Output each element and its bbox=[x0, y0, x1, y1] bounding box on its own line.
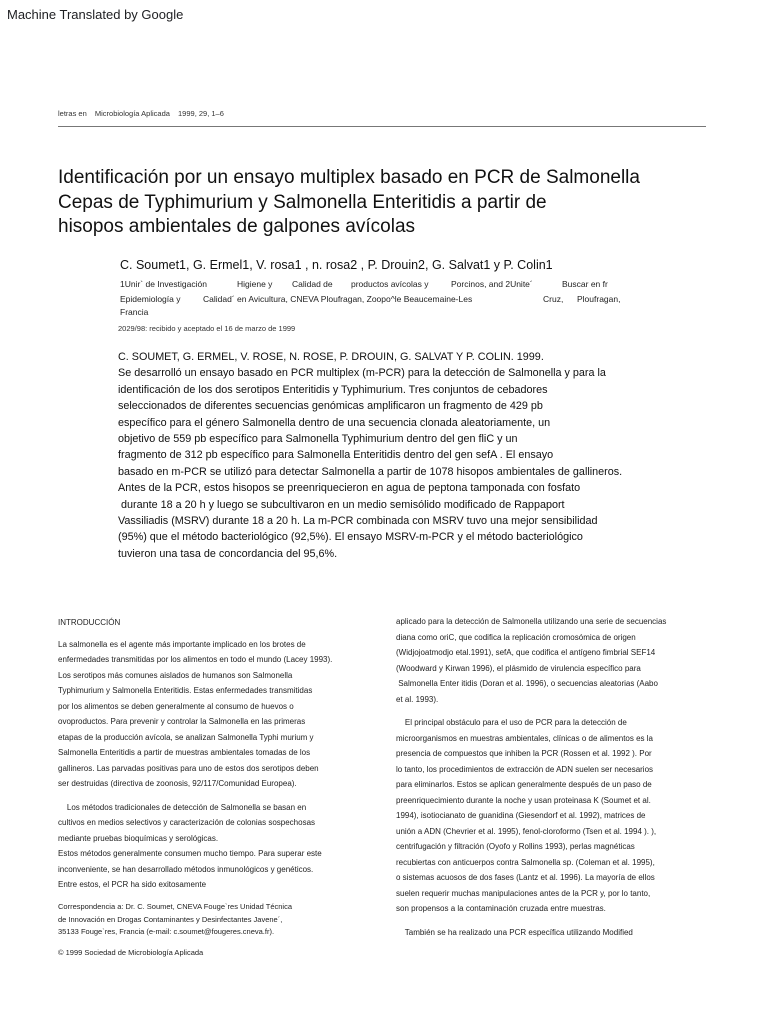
text-line: enfermedades transmitidas por los alimentos en todo el mundo (Lacey 1993). bbox=[58, 655, 333, 664]
text-line: por los alimentos se deben generalmente al consumo de huevos o bbox=[58, 701, 294, 711]
abstract bbox=[118, 349, 658, 562]
abstract-line: Se desarrolló un ensayo basado en PCR multiplex (m-PCR) para la detección de Salmonella y para la bbox=[118, 367, 606, 380]
abstract-line: Antes de la PCR, estos hisopos se preenriquecieron en agua de peptona tamponada con fosfato bbox=[118, 482, 581, 495]
text-line: microorganismos en muestras ambientales, clínicas o de alimentos es la bbox=[396, 733, 654, 743]
affiliation-fragment: Porcinos, and 2Unite´ bbox=[451, 279, 533, 289]
abstract-line: fragmento de 312 pb específico para Salmonella Enteritidis dentro del gen sefA . El ensayo bbox=[118, 449, 554, 462]
abstract-line: (95%) que el método bacteriológico (92,5%). El ensayo MSRV-m-PCR y el método bacteriológico bbox=[118, 531, 583, 544]
text-line: suelen requerir muchas manipulaciones antes de la PCR y, por lo tanto, bbox=[396, 888, 651, 898]
affiliation-fragment: Ploufragan, bbox=[577, 294, 621, 304]
journal-prefix: letras en bbox=[58, 109, 87, 118]
text-line: Typhimurium y Salmonella Enteritidis. Estas enfermedades transmitidas bbox=[58, 686, 313, 695]
abstract-line: seleccionados de diferentes secuencias genómicas amplificaron un fragmento de 429 pb bbox=[118, 400, 543, 413]
correspondence-line: de Innovación en Drogas Contaminantes y Desinfectantes Javene´, bbox=[58, 914, 283, 924]
text-line: La salmonella es el agente más importante implicado en los brotes de bbox=[58, 639, 306, 649]
abstract-line: identificación de los dos serotipos Enteritidis y Typhimurium. Tres conjuntos de cebadores bbox=[118, 383, 548, 396]
text-line: Salmonella Enter itidis (Doran et al. 1996), o secuencias aleatorias (Aabo bbox=[396, 679, 658, 688]
affiliation-fragment: Calidad de bbox=[292, 279, 333, 289]
journal-name: Microbiología Aplicada bbox=[94, 109, 170, 118]
journal-header bbox=[58, 109, 230, 118]
text-line: ser destruidas (directiva de zoonosis, 92/117/Comunidad Europea). bbox=[58, 779, 297, 788]
text-line: 1994), isotiocianato de guanidina (Giesendorf et al. 1992), matrices de bbox=[396, 811, 646, 820]
section-heading: INTRODUCCIÓN bbox=[58, 618, 121, 627]
text-line: presencia de compuestos que inhiben la PCR (Rossen et al. 1992 ). Por bbox=[396, 749, 652, 758]
affiliation-fragment: Buscar en fr bbox=[562, 279, 608, 289]
text-line: et al. 1993). bbox=[396, 694, 439, 704]
copyright-line: © 1999 Sociedad de Microbiología Aplicada bbox=[58, 948, 204, 957]
text-line: aplicado para la detección de Salmonella utilizando una serie de secuencias bbox=[396, 617, 667, 626]
text-line: mediante pruebas bioquímicas y serológicas. bbox=[58, 833, 219, 843]
abstract-line: basado en m-PCR se utilizó para detectar Salmonella a partir de 1078 hisopos ambientales de gallineros. bbox=[118, 465, 623, 478]
affiliation-fragment: Francia bbox=[120, 307, 149, 317]
correspondence-line: Correspondencia a: Dr. C. Soumet, CNEVA Fouge`res Unidad Técnica bbox=[58, 902, 293, 911]
abstract-line: durante 18 a 20 h y luego se subcultivaron en un medio semisólido modificado de Rappaport bbox=[118, 498, 565, 511]
text-line: Los serotipos más comunes aislados de humanos son Salmonella bbox=[58, 670, 293, 680]
text-line: ovoproductos. Para prevenir y controlar la Salmonella en las primeras bbox=[58, 717, 306, 726]
text-line: diana como oriC, que codifica la replicación cromosómica de origen bbox=[396, 632, 636, 642]
abstract-line: específico para el género Salmonella dentro de una secuencia clonada aleatoriamente, un bbox=[118, 416, 551, 429]
abstract-line: C. SOUMET, G. ERMEL, V. ROSE, N. ROSE, P. DROUIN, G. SALVAT Y P. COLIN. 1999. bbox=[118, 351, 544, 363]
affiliation-fragment: Higiene y bbox=[237, 279, 273, 289]
left-column bbox=[58, 615, 368, 893]
abstract-line: objetivo de 559 pb específico para Salmonella Typhimurium dentro del gen fliC y un bbox=[118, 433, 518, 446]
right-paragraph-2 bbox=[396, 715, 716, 917]
text-line: Los métodos tradicionales de detección de Salmonella se basan en bbox=[58, 802, 307, 812]
header-rule bbox=[58, 126, 706, 127]
text-line: unión a ADN (Chevrier et al. 1995), fenol-cloroformo (Tsen et al. 1994 ). ), bbox=[396, 826, 657, 836]
intro-paragraph-1 bbox=[58, 637, 368, 792]
right-paragraph-1 bbox=[396, 614, 716, 707]
journal-citation: 1999, 29, 1–6 bbox=[178, 109, 224, 118]
right-paragraph-3: También se ha realizado una PCR específica utilizando Modified bbox=[396, 927, 633, 937]
text-line: centrifugación y filtración (Oyofo y Rollins 1993), perlas magnéticas bbox=[396, 842, 635, 851]
article-title bbox=[58, 166, 718, 240]
text-line: cultivos en medios selectivos y caracterización de colonias sospechosas bbox=[58, 818, 316, 827]
affiliation-fragment: productos avícolas y bbox=[351, 279, 429, 289]
text-line: (Woodward y Kirwan 1996), el plásmido de virulencia específico para bbox=[396, 663, 641, 673]
text-line: Salmonella Enteritidis a partir de muestras ambientales tomadas de los bbox=[58, 748, 311, 757]
text-line: inconveniente, se han desarrollado métodos inmunológicos y genéticos. bbox=[58, 864, 314, 874]
text-line: Entre estos, el PCR ha sido exitosamente bbox=[58, 880, 207, 889]
text-line: o sistemas acuosos de dos fases (Lantz et al. 1996). La mayoría de ellos bbox=[396, 873, 655, 882]
intro-paragraph-2 bbox=[58, 800, 368, 893]
right-column bbox=[396, 614, 716, 940]
text-line: Estos métodos generalmente consumen mucho tiempo. Para superar este bbox=[58, 849, 322, 858]
correspondence-line: 35133 Fouge`res, Francia (e-mail: c.soumet@fougeres.cneva.fr). bbox=[58, 927, 275, 936]
text-line: El principal obstáculo para el uso de PCR para la detección de bbox=[396, 718, 627, 727]
affiliation-fragment: Epidemiología y bbox=[120, 294, 181, 304]
title-line: Cepas de Typhimurium y Salmonella Enteritidis a partir de bbox=[58, 191, 547, 213]
author-list: C. Soumet1, G. Ermel1, V. rosa1 , n. rosa2 , P. Drouin2, G. Salvat1 y P. Colin1 bbox=[120, 258, 553, 272]
title-line: Identificación por un ensayo multiplex basado en PCR de Salmonella bbox=[58, 167, 640, 188]
affiliation-fragment: Cruz, bbox=[543, 294, 564, 304]
text-line: lo tanto, los procedimientos de extracción de ADN suelen ser necesarios bbox=[396, 764, 654, 774]
abstract-line: Vassiliadis (MSRV) durante 18 a 20 h. La m-PCR combinada con MSRV tuvo una mejor sensibilidad bbox=[118, 515, 598, 528]
text-line: etapas de la producción avícola, se analizan Salmonella Typhi murium y bbox=[58, 732, 314, 742]
correspondence-note bbox=[58, 901, 292, 939]
affiliation-fragment: Calidad´ en Avicultura, CNEVA Ploufragan, Zoopo^le Beaucemaine-Les bbox=[203, 294, 473, 304]
text-line: gallineros. Las parvadas positivas para uno de estos dos serotipos deben bbox=[58, 763, 319, 773]
received-date: 2029/98: recibido y aceptado el 16 de marzo de 1999 bbox=[118, 324, 296, 333]
text-line: para eliminarlos. Estos se aplican generalmente después de un paso de bbox=[396, 780, 652, 789]
text-line: recubiertas con anticuerpos contra Salmonella sp. (Coleman et al. 1995), bbox=[396, 857, 655, 867]
abstract-line: tuvieron una tasa de concordancia del 95,6%. bbox=[118, 547, 338, 560]
affiliation-fragment: 1Unir` de Investigación bbox=[120, 279, 207, 289]
text-line: preenriquecimiento durante la noche y usan proteinasa K (Soumet et al. bbox=[396, 795, 651, 805]
text-line: son propensos a la contaminación cruzada entre muestras. bbox=[396, 904, 606, 913]
text-line: (Widjojoatmodjo etal.1991), sefA, que codifica el antígeno fimbrial SEF14 bbox=[396, 648, 656, 657]
translation-banner: Machine Translated by Google bbox=[7, 7, 184, 22]
title-line: hisopos ambientales de galpones avícolas bbox=[58, 216, 416, 237]
